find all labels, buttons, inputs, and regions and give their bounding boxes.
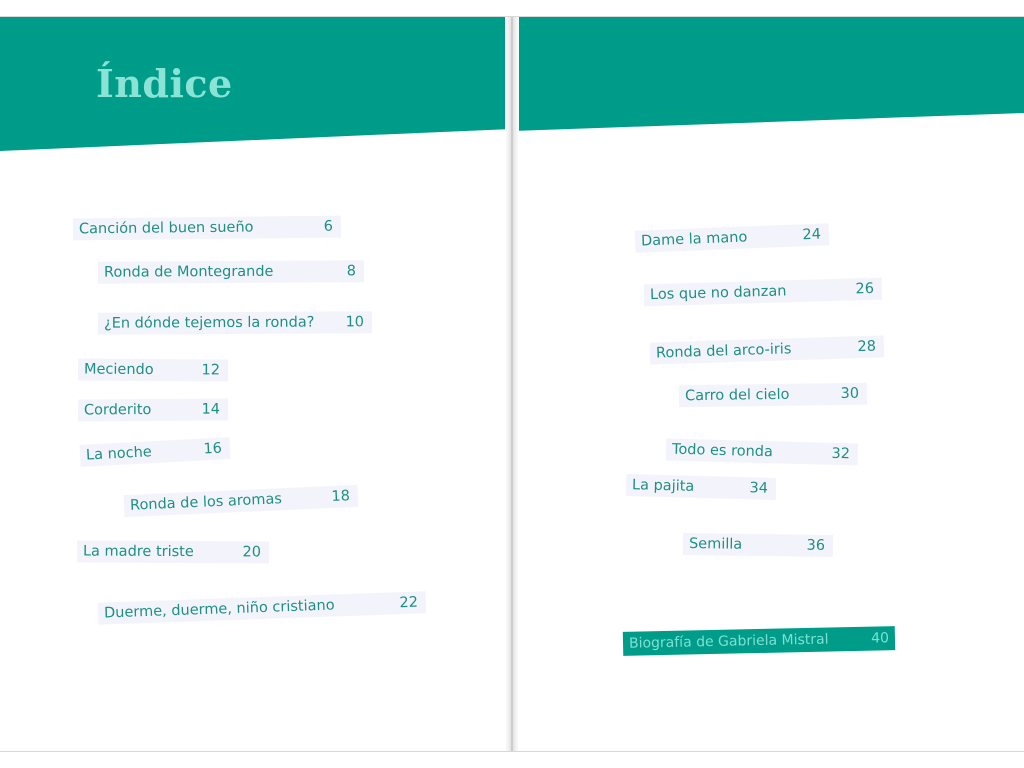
toc-entry — [80, 437, 231, 467]
toc-entry-title: Todo es ronda — [671, 441, 774, 461]
page-title: Índice — [96, 61, 233, 106]
header-band-right — [513, 17, 1024, 157]
left-page — [0, 17, 511, 751]
toc-entry — [679, 383, 867, 408]
toc-entry-page: 26 — [855, 280, 875, 298]
toc-entry — [98, 311, 372, 334]
toc-entry — [644, 278, 883, 307]
right-page — [513, 17, 1024, 751]
toc-entry-page: 34 — [749, 480, 769, 497]
toc-entry — [635, 223, 830, 252]
toc-entry-title: Los que no danzan — [649, 283, 787, 304]
toc-entry-title: Carro del cielo — [684, 386, 790, 405]
toc-entry — [73, 216, 341, 241]
toc-entry-page: 32 — [831, 445, 851, 463]
toc-entry-page: 16 — [203, 440, 223, 458]
toc-entry-title: Dame la mano — [640, 229, 748, 250]
toc-entry — [683, 533, 833, 557]
toc-entry — [666, 438, 859, 465]
toc-entry-title: Corderito — [83, 402, 152, 419]
toc-entry-page: 20 — [242, 544, 262, 561]
biography-page: 40 — [870, 630, 890, 647]
book-spread — [0, 16, 1024, 752]
book-gutter — [505, 17, 519, 751]
toc-entry — [78, 358, 228, 381]
toc-entry-page: 8 — [346, 263, 357, 280]
toc-entry-title: ¿En dónde tejemos la ronda? — [103, 314, 315, 332]
toc-entry-title: Ronda de Montegrande — [103, 263, 274, 281]
toc-entry-page: 6 — [323, 218, 334, 235]
toc-entry-page: 30 — [840, 385, 860, 403]
toc-entry-title: Ronda del arco-iris — [655, 341, 792, 362]
toc-entry-page: 22 — [399, 594, 419, 612]
toc-entry — [626, 474, 777, 500]
toc-entry — [650, 335, 885, 364]
toc-entry-page: 24 — [802, 226, 822, 244]
toc-entry-title: La madre triste — [82, 543, 194, 561]
toc-entry-page: 28 — [857, 338, 877, 356]
biography-title: Biografía de Gabriela Mistral — [628, 631, 829, 652]
toc-entry-title: Meciendo — [83, 361, 154, 379]
toc-entry-title: La pajita — [631, 477, 695, 495]
toc-entry — [78, 398, 228, 421]
toc-entry-page: 12 — [201, 362, 221, 379]
toc-entry — [98, 260, 364, 283]
toc-entry-title: Ronda de los aromas — [129, 491, 283, 514]
biography-entry — [623, 626, 895, 656]
toc-entry-page: 10 — [345, 314, 365, 331]
toc-entry-title: Canción del buen sueño — [78, 219, 254, 238]
toc-entry-title: Semilla — [688, 536, 743, 553]
toc-entry-page: 36 — [806, 537, 826, 554]
toc-entry-page: 18 — [331, 488, 351, 506]
toc-entry-title: Duerme, duerme, niño cristiano — [103, 597, 335, 622]
toc-entry-page: 14 — [201, 401, 221, 418]
toc-entry — [124, 485, 359, 517]
header-band-left — [0, 17, 511, 157]
toc-entry-title: La noche — [85, 444, 153, 464]
toc-entry — [98, 591, 427, 624]
toc-entry — [77, 540, 269, 563]
